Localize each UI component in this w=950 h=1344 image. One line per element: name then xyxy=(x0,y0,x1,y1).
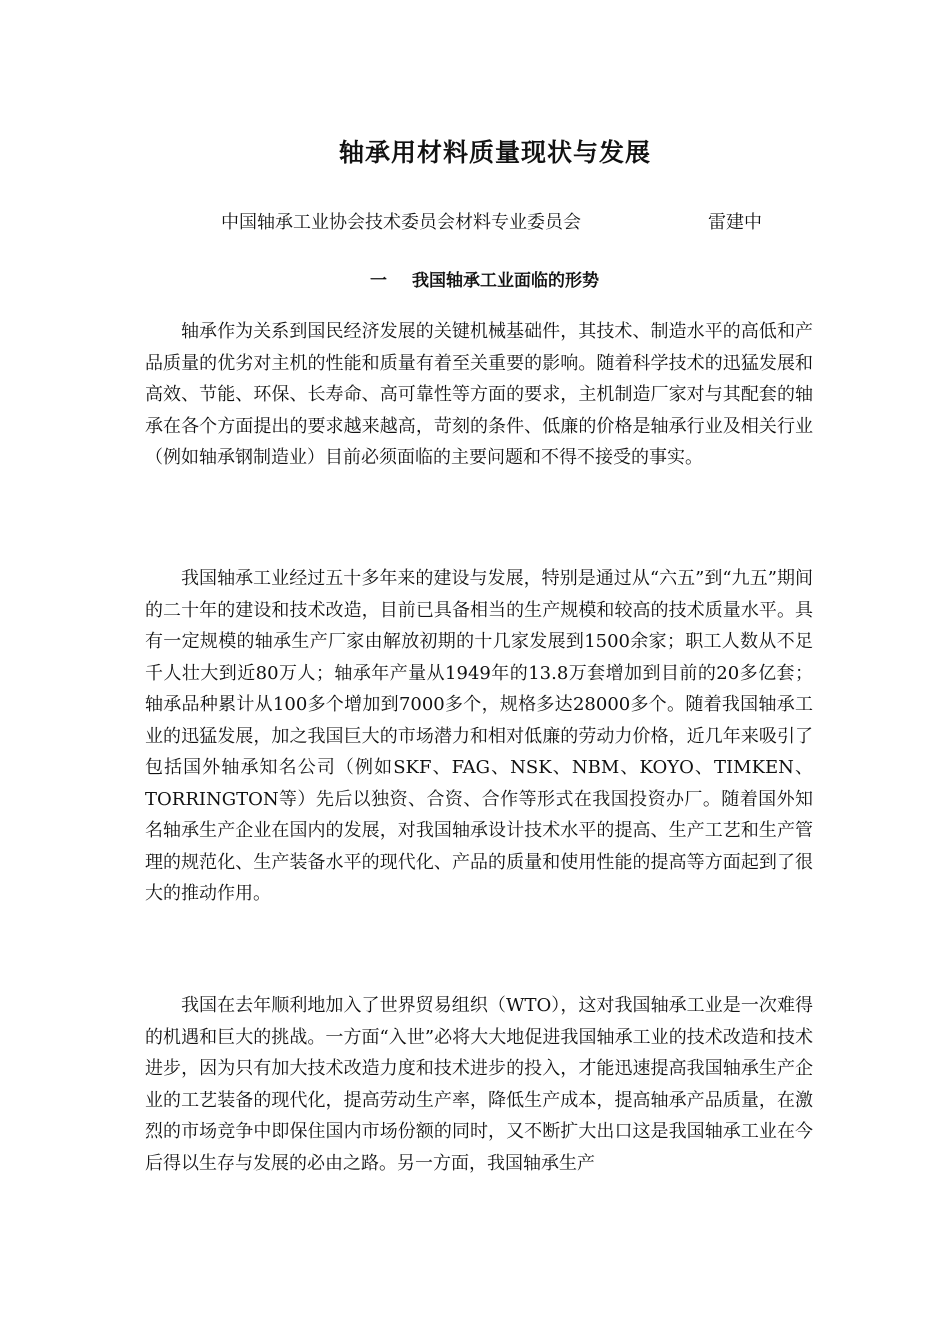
paragraph-1: 轴承作为关系到国民经济发展的关键机械基础件，其技术、制造水平的高低和产品质量的优劣对主机的性能和质量有着至关重要的影响。随着科学技术的迅猛发展和高效、节能、环保、长寿命、高可靠性等方面的要求，主机制造厂家对与其配套的轴承在各个方面提出的要求越来越高，苛刻的条件、低廉的价格是轴承行业及相关行业（例如轴承钢制造业）目前必须面临的主要问题和不得不接受的事实。 xyxy=(145,321,813,468)
paragraph-3: 我国在去年顺利地加入了世界贸易组织（WTO），这对我国轴承工业是一次难得的机遇和巨大的挑战。一方面“入世”必将大大地促进我国轴承工业的技术改造和技术进步，因为只有加大技术改造力度和技术进步的投入，才能迅速提高我国轴承生产企业的工艺装备的现代化，提高劳动生产率，降低生产成本，提高轴承产品质量，在激烈的市场竞争中即保住国内市场份额的同时，又不断扩大出口这是我国轴承工业在今后得以生存与发展的必由之路。另一方面，我国轴承生产 xyxy=(145,995,813,1174)
paragraph-2: 我国轴承工业经过五十多年来的建设与发展，特别是通过从“六五”到“九五”期间的二十年的建设和技术改造，目前已具备相当的生产规模和较高的技术质量水平。具有一定规模的轴承生产厂家由解放初期的十几家发展到1500余家；职工人数从不足千人壮大到近80万人；轴承年产量从1949年的13.8万套增加到目前的20多亿套；轴承品种累计从100多个增加到7000多个，规格多达28000多个。随着我国轴承工业的迅猛发展，加之我国巨大的市场潜力和相对低廉的劳动力价格，近几年来吸引了包括国外轴承知名公司（例如SKF、FAG、NSK、NBM、KOYO、TIMKEN、TORRINGTON等）先后以独资、合资、合作等形式在我国投资办厂。随着国外知名轴承生产企业在国内的发展，对我国轴承设计技术水平的提高、生产工艺和生产管理的规范化、生产装备水平的现代化、产品的质量和使用性能的提高等方面起到了很大的推动作用。 xyxy=(145,568,813,904)
section-heading xyxy=(370,266,599,291)
section-number: 一 xyxy=(370,271,387,291)
author-organization: 中国轴承工业协会技术委员会材料专业委员会 xyxy=(221,212,581,233)
author-name: 雷建中 xyxy=(708,212,762,233)
section-title: 我国轴承工业面临的形势 xyxy=(412,271,599,291)
document-title: 轴承用材料质量现状与发展 xyxy=(338,138,651,167)
